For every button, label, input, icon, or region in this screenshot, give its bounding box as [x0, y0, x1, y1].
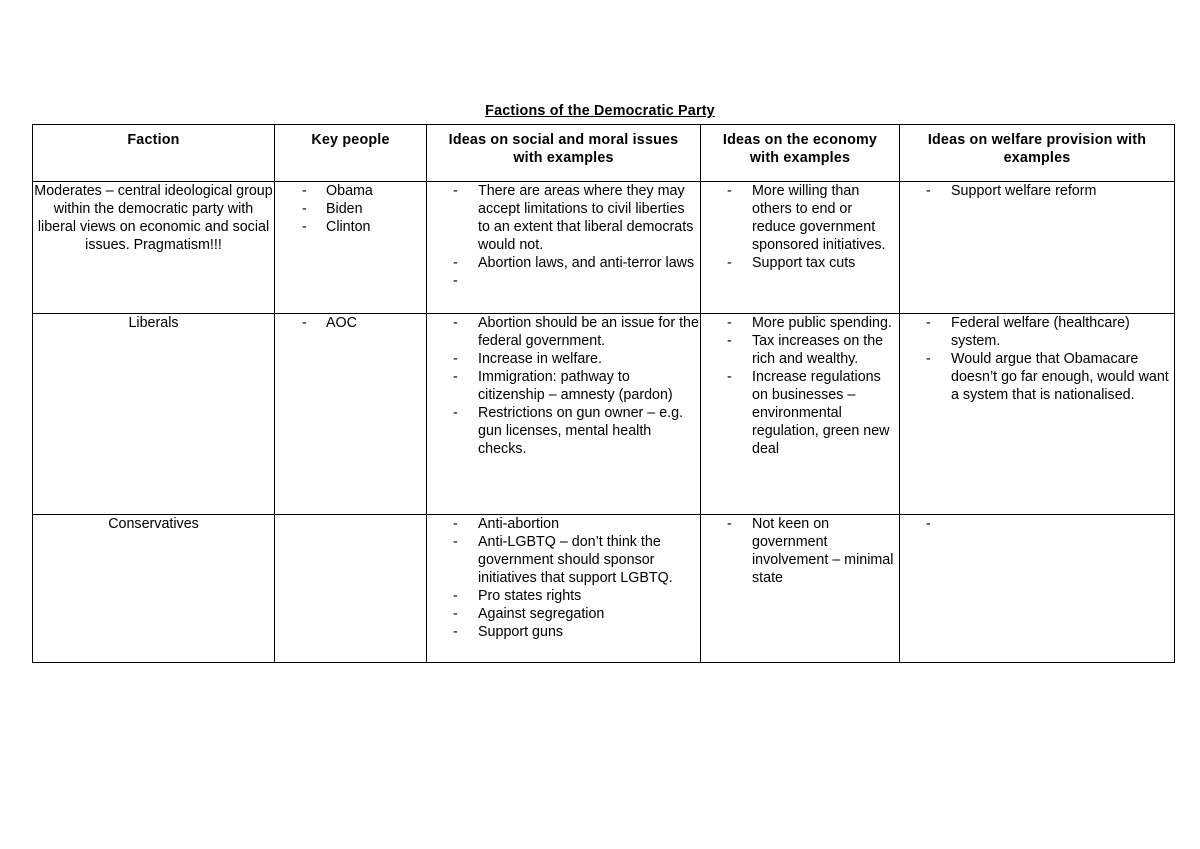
economy-ideas-list — [701, 314, 899, 458]
welfare-ideas-cell — [900, 314, 1175, 515]
social-ideas-list — [427, 182, 700, 290]
header-economy: Ideas on the economy with examples — [701, 125, 900, 182]
economy-ideas-cell — [701, 182, 900, 314]
header-welfare: Ideas on welfare provision with examples — [900, 125, 1175, 182]
list-item: - Abortion should be an issue for the federal government. — [427, 314, 700, 350]
header-key-people: Key people — [275, 125, 427, 182]
list-item: - Restrictions on gun owner – e.g. gun licenses, mental health checks. — [427, 404, 700, 458]
faction-cell: Moderates – central ideological group within the democratic party with liberal views on economic and social issues. Pragmatism!!! — [33, 182, 275, 314]
key-people-cell — [275, 314, 427, 515]
list-item: - Anti-LGBTQ – don’t think the government should sponsor initiatives that support LGBTQ. — [427, 533, 700, 587]
people-list — [275, 182, 426, 236]
list-item — [427, 272, 700, 290]
list-item: - Anti-abortion — [427, 515, 700, 533]
list-item: - Support tax cuts — [701, 254, 899, 272]
social-ideas-list — [427, 314, 700, 458]
list-item: - Support welfare reform — [900, 182, 1174, 200]
list-item: - Obama — [275, 182, 426, 200]
list-item: - Federal welfare (healthcare) system. — [900, 314, 1174, 350]
table-row-liberals — [33, 314, 1175, 515]
header-faction: Faction — [33, 125, 275, 182]
faction-cell: Liberals — [33, 314, 275, 515]
social-ideas-cell — [427, 515, 701, 663]
list-item: - Increase in welfare. — [427, 350, 700, 368]
header-row — [33, 125, 1175, 182]
economy-ideas-list — [701, 182, 899, 272]
people-list — [275, 314, 426, 332]
social-ideas-cell — [427, 314, 701, 515]
list-item: - There are areas where they may accept limitations to civil liberties to an extent that liberal democrats would not. — [427, 182, 700, 254]
list-item: - Clinton — [275, 218, 426, 236]
list-item — [900, 515, 1174, 533]
economy-ideas-cell — [701, 515, 900, 663]
list-item: - Pro states rights — [427, 587, 700, 605]
table-row-moderates — [33, 182, 1175, 314]
list-item: - Would argue that Obamacare doesn’t go far enough, would want a system that is nationalised. — [900, 350, 1174, 404]
economy-ideas-cell — [701, 314, 900, 515]
welfare-ideas-cell — [900, 182, 1175, 314]
list-item: - More willing than others to end or reduce government sponsored initiatives. — [701, 182, 899, 254]
welfare-ideas-list — [900, 515, 1174, 533]
list-item: - Immigration: pathway to citizenship – amnesty (pardon) — [427, 368, 700, 404]
list-item: - AOC — [275, 314, 426, 332]
social-ideas-list — [427, 515, 700, 641]
header-social-moral: Ideas on social and moral issues with examples — [427, 125, 701, 182]
list-item: - Biden — [275, 200, 426, 218]
key-people-cell — [275, 515, 427, 663]
key-people-cell — [275, 182, 427, 314]
list-item: - Tax increases on the rich and wealthy. — [701, 332, 899, 368]
faction-cell: Conservatives — [33, 515, 275, 663]
welfare-ideas-cell — [900, 515, 1175, 663]
list-item: - Increase regulations on businesses – environmental regulation, green new deal — [701, 368, 899, 458]
table-row-conservatives — [33, 515, 1175, 663]
document-title: Factions of the Democratic Party — [485, 103, 715, 119]
list-item: - More public spending. — [701, 314, 899, 332]
list-item: - Not keen on government involvement – minimal state — [701, 515, 899, 587]
economy-ideas-list — [701, 515, 899, 587]
list-item: - Abortion laws, and anti-terror laws — [427, 254, 700, 272]
social-ideas-cell — [427, 182, 701, 314]
welfare-ideas-list — [900, 182, 1174, 200]
list-item: - Support guns — [427, 623, 700, 641]
list-item: - Against segregation — [427, 605, 700, 623]
factions-table — [32, 124, 1175, 663]
welfare-ideas-list — [900, 314, 1174, 404]
